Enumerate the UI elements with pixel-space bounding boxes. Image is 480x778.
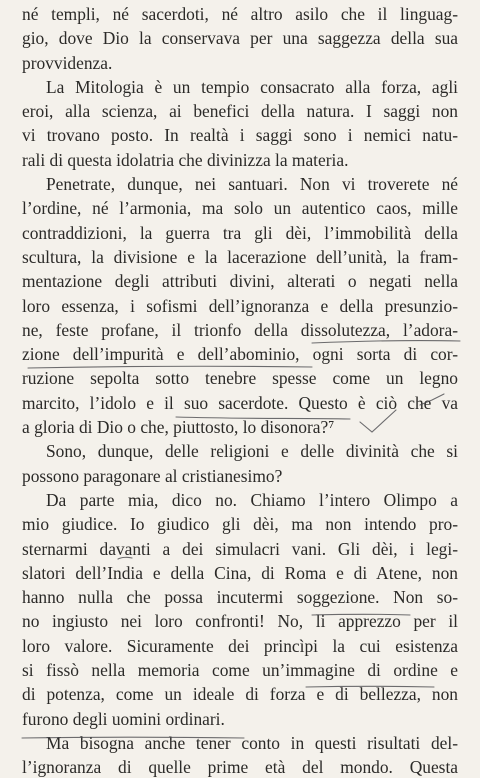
text-line: sternarmi davanti a dei simulacri vani. Gli dèi, i legi- [22, 538, 458, 559]
text-line: né templi, né sacerdoti, né altro asilo che il linguag- [22, 4, 458, 24]
text-line: scultura, la divisione e la lacerazione dell’unità, la fram- [22, 246, 458, 267]
text-line: contraddizioni, la guerra tra gli dèi, l’immobilità della [22, 222, 458, 243]
text-line: La Mitologia è un tempio consacrato alla forza, agli [46, 76, 458, 97]
text-line: furono degli uomini ordinari. [22, 708, 225, 729]
text-line: rali di questa idolatria che divinizza la materia. [22, 149, 349, 170]
text-line: provvidenza. [22, 52, 113, 73]
text-line: mio giudice. Io giudico gli dèi, ma non intendo pro- [22, 514, 458, 535]
body-text [22, 2, 458, 778]
text-line: Ma bisogna anche tener conto in questi risultati del- [46, 732, 458, 753]
text-line: di potenza, come un ideale di forza e di bellezza, non [22, 684, 458, 705]
text-line: Sono, dunque, delle religioni e delle divinità che si [46, 441, 458, 462]
text-line: si fissò nella memoria come un’immagine di ordine e [22, 660, 458, 681]
text-line: possono paragonare al cristianesimo? [22, 465, 283, 486]
text-line: no ingiusto nei loro confronti! No, li apprezzo per il [22, 611, 458, 632]
text-line: l’ignoranza di quelle prime età del mondo. Questa [22, 757, 458, 778]
text-line: Penetrate, dunque, nei santuari. Non vi troverete né [46, 174, 458, 195]
text-line: vi trovano posto. In realtà i saggi sono i nemici natu- [22, 125, 458, 146]
text-line: marcito, l’idolo e il suo sacerdote. Questo è ciò che va [22, 392, 458, 413]
text-line: hanno nulla che possa incutermi soggezione. Non so- [22, 587, 458, 608]
text-line: a gloria di Dio o che, piuttosto, lo disonora?⁷ [22, 417, 335, 438]
text-line: zione dell’impurità e dell’abominio, ogni sorta di cor- [22, 344, 458, 365]
text-line: mentazione degli attributi divini, alterati o negati nella [22, 271, 458, 292]
text-line: ne, feste profane, il trionfo della dissolutezza, l’adora- [22, 319, 458, 340]
text-line: eroi, alla scienza, ai benefici della natura. I saggi non [22, 101, 458, 122]
text-line: loro valore. Sicuramente dei princìpi la cui esistenza [22, 635, 458, 656]
text-line: slatori dell’India e della Cina, di Roma e di Atene, non [22, 562, 458, 583]
text-line: gio, dove Dio la conservava per una saggezza della sua [22, 28, 458, 49]
text-line: ruzione sepolta sotto tenebre spesse come un legno [22, 368, 458, 389]
text-line: Da parte mia, dico no. Chiamo l’intero Olimpo a [46, 489, 458, 510]
text-line: loro essenza, i sofismi dell’ignoranza e della presunzio- [22, 295, 458, 316]
text-line: l’ordine, né l’armonia, ma solo un autentico caos, mille [22, 198, 458, 219]
